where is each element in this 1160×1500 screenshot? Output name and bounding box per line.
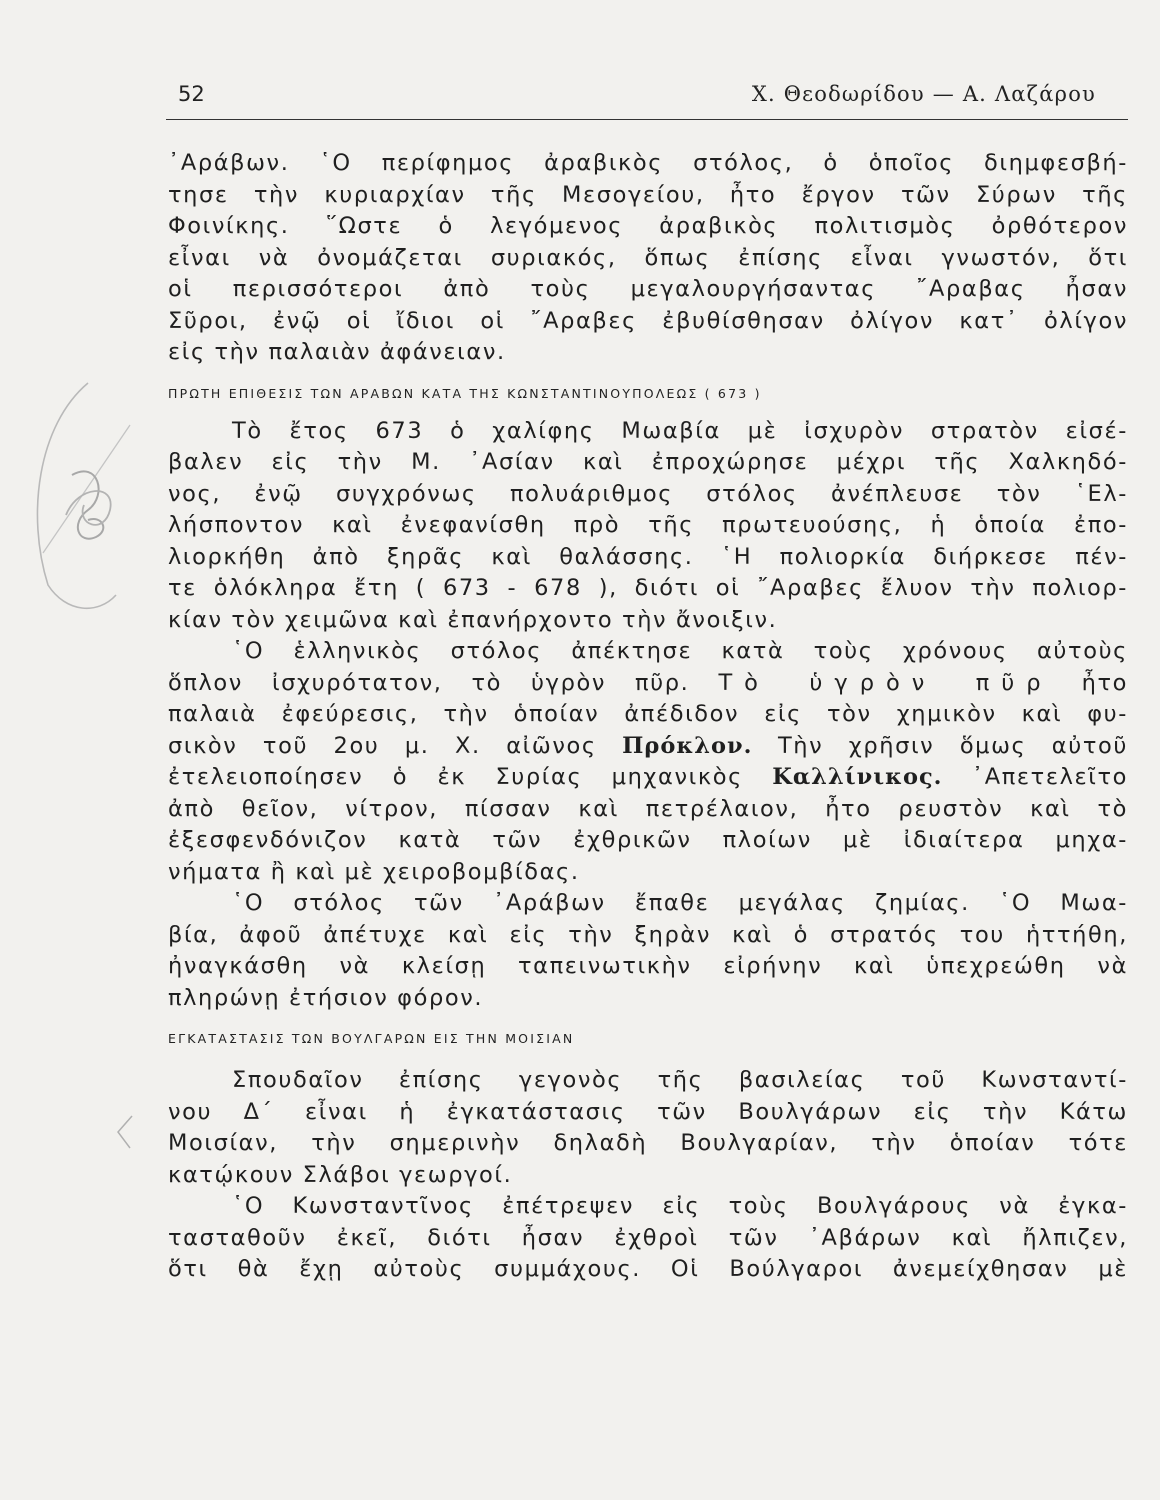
page-number: 52	[178, 82, 205, 106]
page-header	[166, 80, 1126, 114]
pencil-bracket-mark-icon	[110, 1112, 140, 1152]
text-line: ἐξεσφενδόνιζον κατὰ τῶν ἐχθρικῶν πλοίων μὲ ἰδιαίτερα μηχα-	[168, 827, 1128, 853]
text-line: ᾿Αράβων. ῾Ο περίφημος ἀραβικὸς στόλος, ὁ ὁποῖος διημφεσβή-	[168, 150, 1128, 176]
text-line: ῾Ο Κωνσταντῖνος ἐπέτρεψεν εἰς τοὺς Βουλγάρους νὰ ἐγκα-	[232, 1193, 1128, 1219]
text-line: ἀπὸ θεῖον, νίτρον, πίσσαν καὶ πετρέλαιον, ἦτο ρευστὸν καὶ τὸ	[168, 795, 1128, 822]
text-line: τε ὁλόκληρα ἔτη ( 673 - 678 ), διότι οἱ ῎Αραβες ἔλυον τὴν πολιορ-	[168, 575, 1128, 601]
section1-paragraph-3	[168, 888, 1128, 1014]
text-line: Φοινίκης. ῞Ωστε ὁ λεγόμενος ἀραβικὸς πολιτισμὸς ὀρθότερον	[168, 213, 1128, 239]
text-span: Τὴν χρῆσιν ὅμως αὐτοῦ	[777, 732, 1128, 759]
text-line: οἱ περισσότεροι ἀπὸ τοὺς μεγαλουργήσαντας ῎Αραβας ἦσαν	[168, 276, 1128, 302]
text-line: ῾Ο στόλος τῶν ᾿Αράβων ἔπαθε μεγάλας ζημίας. ῾Ο Μωα-	[232, 890, 1128, 916]
pencil-margin-mark-icon	[18, 365, 158, 625]
text-line: Σπουδαῖον ἐπίσης γεγονὸς τῆς βασιλείας τοῦ Κωνσταντί-	[232, 1067, 1128, 1093]
text-line: νος, ἐνῷ συγχρόνως πολυάριθμος στόλος ἀνέπλευσε τὸν ῾Ελ-	[168, 480, 1128, 507]
text-line: ὅτι θὰ ἔχῃ αὐτοὺς συμμάχους. Οἱ Βούλγαροι ἀνεμείχθησαν μὲ	[168, 1256, 1128, 1282]
text-line	[168, 668, 1128, 700]
text-line	[168, 731, 1128, 763]
text-line: παλαιὰ ἐφεύρεσις, τὴν ὁποίαν ἀπέδιδον εἰς τὸν χημικὸν καὶ φυ-	[168, 701, 1128, 727]
section-heading: ΠΡΩΤΗ ΕΠΙΘΕΣΙΣ ΤΩΝ ΑΡΑΒΩΝ ΚΑΤΑ ΤΗΣ ΚΩΝΣΤΑΝΤΙΝΟΥΠΟΛΕΩΣ ( 673 )	[168, 385, 762, 401]
text-span: ὅπλον ἰσχυρότατον, τὸ ὑγρὸν πῦρ.	[168, 669, 690, 696]
text-span: ἦτο	[1081, 669, 1128, 696]
text-line: ἠναγκάσθη νὰ κλείσῃ ταπεινωτικὴν εἰρήνην καὶ ὑπεχρεώθη νὰ	[168, 953, 1128, 979]
text-line: κατῴκουν Σλάβοι γεωργοί.	[168, 1161, 513, 1188]
intro-paragraph	[168, 148, 1128, 369]
text-line: βαλεν εἰς τὴν Μ. ᾿Ασίαν καὶ ἐπροχώρησε μέχρι τῆς Χαλκηδό-	[168, 449, 1128, 475]
section-heading: ΕΓΚΑΤΑΣΤΑΣΙΣ ΤΩΝ ΒΟΥΛΓΑΡΩΝ ΕΙΣ ΤΗΝ ΜΟΙΣΙΑΝ	[168, 1031, 575, 1046]
text-line: λιορκήθη ἀπὸ ξηρᾶς καὶ θαλάσσης. ῾Η πολιορκία διήρκεσε πέν-	[168, 543, 1128, 570]
text-line: λήσποντον καὶ ἐνεφανίσθη πρὸ τῆς πρωτευούσης, ἡ ὁποία ἐπο-	[168, 512, 1128, 538]
section1-paragraph-1	[168, 416, 1128, 637]
bold-name-kallinikos: Καλλίνικος.	[772, 764, 943, 790]
text-line: κίαν τὸν χειμῶνα καὶ ἐπανήρχοντο τὴν ἄνοιξιν.	[168, 606, 778, 633]
section1-paragraph-2	[168, 636, 1128, 888]
text-line: εἰς τὴν παλαιὰν ἀφάνειαν.	[168, 339, 506, 365]
spaced-emphasis: Τὸ ὑγρὸν πῦρ	[718, 669, 1053, 696]
text-line: νου Δ΄ εἶναι ἡ ἐγκατάστασις τῶν Βουλγάρων εἰς τὴν Κάτω	[168, 1098, 1128, 1125]
text-line	[168, 762, 1128, 794]
text-span: σικὸν τοῦ 2ου μ. Χ. αἰῶνος	[168, 732, 597, 759]
section2-paragraph-1	[168, 1065, 1128, 1191]
text-line: ῾Ο ἑλληνικὸς στόλος ἀπέκτησε κατὰ τοὺς χρόνους αὐτοὺς	[232, 638, 1128, 664]
text-line: νήματα ἢ καὶ μὲ χειροβομβίδας.	[168, 858, 580, 885]
text-span: ᾿Απετελεῖτο	[971, 764, 1128, 790]
text-line: Σῦροι, ἐνῷ οἱ ἴδιοι οἱ ῎Αραβες ἐβυθίσθησαν ὀλίγον κατ᾿ ὀλίγον	[168, 307, 1128, 334]
header-rule	[166, 119, 1128, 120]
text-line: τασταθοῦν ἐκεῖ, διότι ἦσαν ἐχθροὶ τῶν ᾿Αβάρων καὶ ἤλπιζεν,	[168, 1224, 1128, 1251]
body-text	[168, 148, 1128, 1286]
text-line: εἶναι νὰ ὀνομάζεται συριακός, ὅπως ἐπίσης εἶναι γνωστόν, ὅτι	[168, 244, 1128, 271]
text-line: βία, ἀφοῦ ἀπέτυχε καὶ εἰς τὴν ξηρὰν καὶ ὁ στρατός του ἡττήθη,	[168, 921, 1128, 948]
bold-name-proklos: Πρόκλον.	[622, 732, 753, 759]
section2-paragraph-2	[168, 1191, 1128, 1286]
running-head: Χ. Θεοδωρίδου — Α. Λαζάρου	[751, 82, 1096, 106]
text-line: τησε τὴν κυριαρχίαν τῆς Μεσογείου, ἦτο ἔργον τῶν Σύρων τῆς	[168, 181, 1128, 208]
text-span: ἐτελειοποίησεν ὁ ἐκ Συρίας μηχανικὸς	[168, 764, 743, 790]
text-line: Μοισίαν, τὴν σημερινὴν δηλαδὴ Βουλγαρίαν, τὴν ὁποίαν τότε	[168, 1130, 1128, 1156]
text-line: πληρώνῃ ἐτήσιον φόρον.	[168, 984, 484, 1011]
text-line: Τὸ ἔτος 673 ὁ χαλίφης Μωαβία μὲ ἰσχυρὸν στρατὸν εἰσέ-	[232, 417, 1128, 444]
